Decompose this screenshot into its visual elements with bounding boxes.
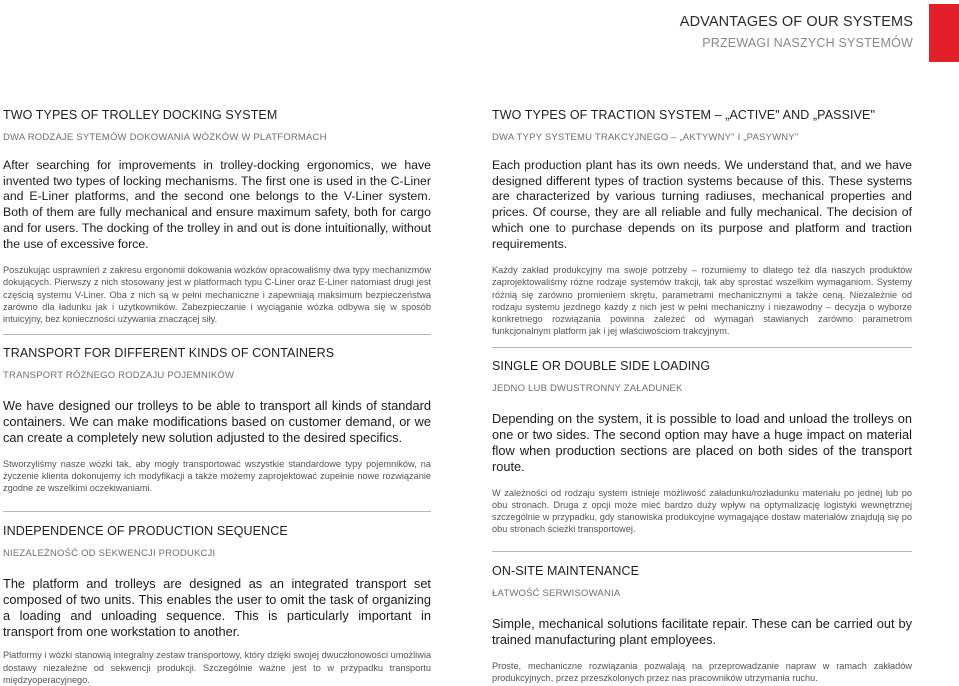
section-body-pl: Platformy i wózki stanowią integralny zestaw transportowy, który dzięki swojej dwuczłonowości umożliwia dostawy niezależne od sekwencji produkcji. Szczególnie ważne jest to w przypadku transportu międzyoperacyjnego. <box>3 650 431 685</box>
section-body-en: We have designed our trolleys to be able to transport all kinds of standard containers. We can make modifications based on customer demand, or we can create a completely new solution adjusted to the desired specifics. <box>3 398 431 445</box>
section-subtitle: TRANSPORT RÓŻNEGO RODZAJU POJEMNIKÓW <box>3 370 235 382</box>
section-title: TWO TYPES OF TRACTION SYSTEM – „ACTIVE" AND „PASSIVE" <box>492 108 875 122</box>
section-maintenance <box>492 564 912 684</box>
section-title: TWO TYPES OF TROLLEY DOCKING SYSTEM <box>3 108 278 122</box>
left-column <box>3 108 431 686</box>
section-traction <box>492 108 912 337</box>
section-body-pl: Każdy zakład produkcyjny ma swoje potrzeby – rozumiemy to dlatego też dla naszych produktów zaprojektowaliśmy różne rodzaje systemów trakcji, tak aby sprostać wszelkim wymaganiom. Systemy różnią się zarówno promieniem skrętu, parametrami mechanicznymi a także ceną. Niezależnie od rodzaju systemu jezdnego każdy z nich jest w pełni mechaniczny i niezawodny – decyzja o wyborze konkretnego rozwiązania powinna zależeć od wymagań stawianych zarówno parametrom funkcjonalnym platform jak i jej właściwościom trakcyjnym. <box>492 265 912 337</box>
section-body-pl: Poszukując usprawnień z zakresu ergonomii dokowania wózków opracowaliśmy dwa typy mechanizmów dokujących. Pierwszy z nich stosowany jest w platformach typu C-Liner oraz E-Liner natomiast drugi jest częścią systemu V-Liner. Oba z nich są w pełni mechaniczne i zapewniają maksimum bezpieczeństwa zarówno dla ładunku jak i użytkowników. Zabezpieczanie i wyciąganie wózka odbywa się w sposób intuicyjny, bez konieczności używania znaczącej siły. <box>3 265 431 325</box>
section-body-pl: Stworzyliśmy nasze wózki tak, aby mogły transportować wszystkie standardowe typy pojemników, na życzenie klienta dokonujemy ich modyfikacji a także możemy zaprojektować zupełnie nowe rozwiązanie zgodne ze wszelkimi oczekiwaniami. <box>3 458 431 494</box>
section-subtitle: NIEZALEŻNOŚĆ OD SEKWENCJI PRODUKCJI <box>3 548 216 560</box>
section-body-en: Depending on the system, it is possible to load and unload the trolleys on one or two sides. The second option may have a huge impact on material flow when production sections are placed on both sides of the transport route. <box>492 411 912 474</box>
section-containers <box>3 346 431 494</box>
section-body-en: Simple, mechanical solutions facilitate repair. These can be carried out by trained manufacturing plant employees. <box>492 616 912 648</box>
page-subtitle: PRZEWAGI NASZYCH SYSTEMÓW <box>702 36 913 50</box>
page-title: ADVANTAGES OF OUR SYSTEMS <box>679 14 913 30</box>
section-divider <box>492 347 912 348</box>
section-subtitle: ŁATWOŚĆ SERWISOWANIA <box>492 588 621 600</box>
section-loading <box>492 359 912 535</box>
section-subtitle: JEDNO LUB DWUSTRONNY ZAŁADUNEK <box>492 383 683 395</box>
section-title: SINGLE OR DOUBLE SIDE LOADING <box>492 359 711 374</box>
section-title: TRANSPORT FOR DIFFERENT KINDS OF CONTAINERS <box>3 346 335 361</box>
section-subtitle: DWA TYPY SYSTEMU TRAKCYJNEGO – „AKTYWNY" I „PASYWNY" <box>492 132 799 143</box>
section-body-en: Each production plant has its own needs. We understand that, and we have designed different types of traction systems because of this. These systems are characterized by various turning radiuses, mechanical properties and prices. Of course, they are all reliable and fully mechanical. The decision of which one to purchase depends on its purpose and platform and traction requirements. <box>492 158 912 251</box>
section-divider <box>3 334 431 335</box>
right-column <box>492 108 912 684</box>
section-body-en: The platform and trolleys are designed as an integrated transport set composed of two units. This enables the user to omit the task of organizing a loading and unloading sequence. This is particularly important in transport from one workstation to another. <box>3 576 431 639</box>
section-title: INDEPENDENCE OF PRODUCTION SEQUENCE <box>3 524 288 539</box>
red-accent-bar <box>929 4 959 62</box>
section-body-pl: W zależności od rodzaju system istnieje możliwość załadunku/rozładunku materiału po jednej lub po obu stronach. Druga z opcji może mieć bardzo duży wpływ na optymalizację logistyki wewnętrznej szczególnie w przypadku, gdy stanowiska produkcyjne wymagające dostaw materiałów znajdują się po obu stronach ścieżki transportowej. <box>492 487 912 535</box>
section-subtitle: DWA RODZAJE SYTEMÓW DOKOWANIA WÓZKÓW W PLATFORMACH <box>3 132 327 143</box>
section-trolley-docking <box>3 108 431 325</box>
section-independence <box>3 524 431 686</box>
page-header <box>680 14 913 50</box>
section-body-en: After searching for improvements in trolley-docking ergonomics, we have invented two types of locking mechanisms. The first one is used in the C-Liner and E-Liner platforms, and the second one belongs to the V-Liner system. Both of them are fully mechanical and ensure maximum safety, both for cargo and for users. The docking of the trolley in and out is done intuitionally, without the use of excessive force. <box>3 158 431 251</box>
section-divider <box>492 551 912 552</box>
section-body-pl: Proste, mechaniczne rozwiązania pozwalają na przeprowadzanie napraw w ramach zakładów produkcyjnych, przez przeszkolonych przez nas pracowników utrzymania ruchu. <box>492 661 912 684</box>
section-divider <box>3 511 431 512</box>
section-title: ON-SITE MAINTENANCE <box>492 564 640 579</box>
